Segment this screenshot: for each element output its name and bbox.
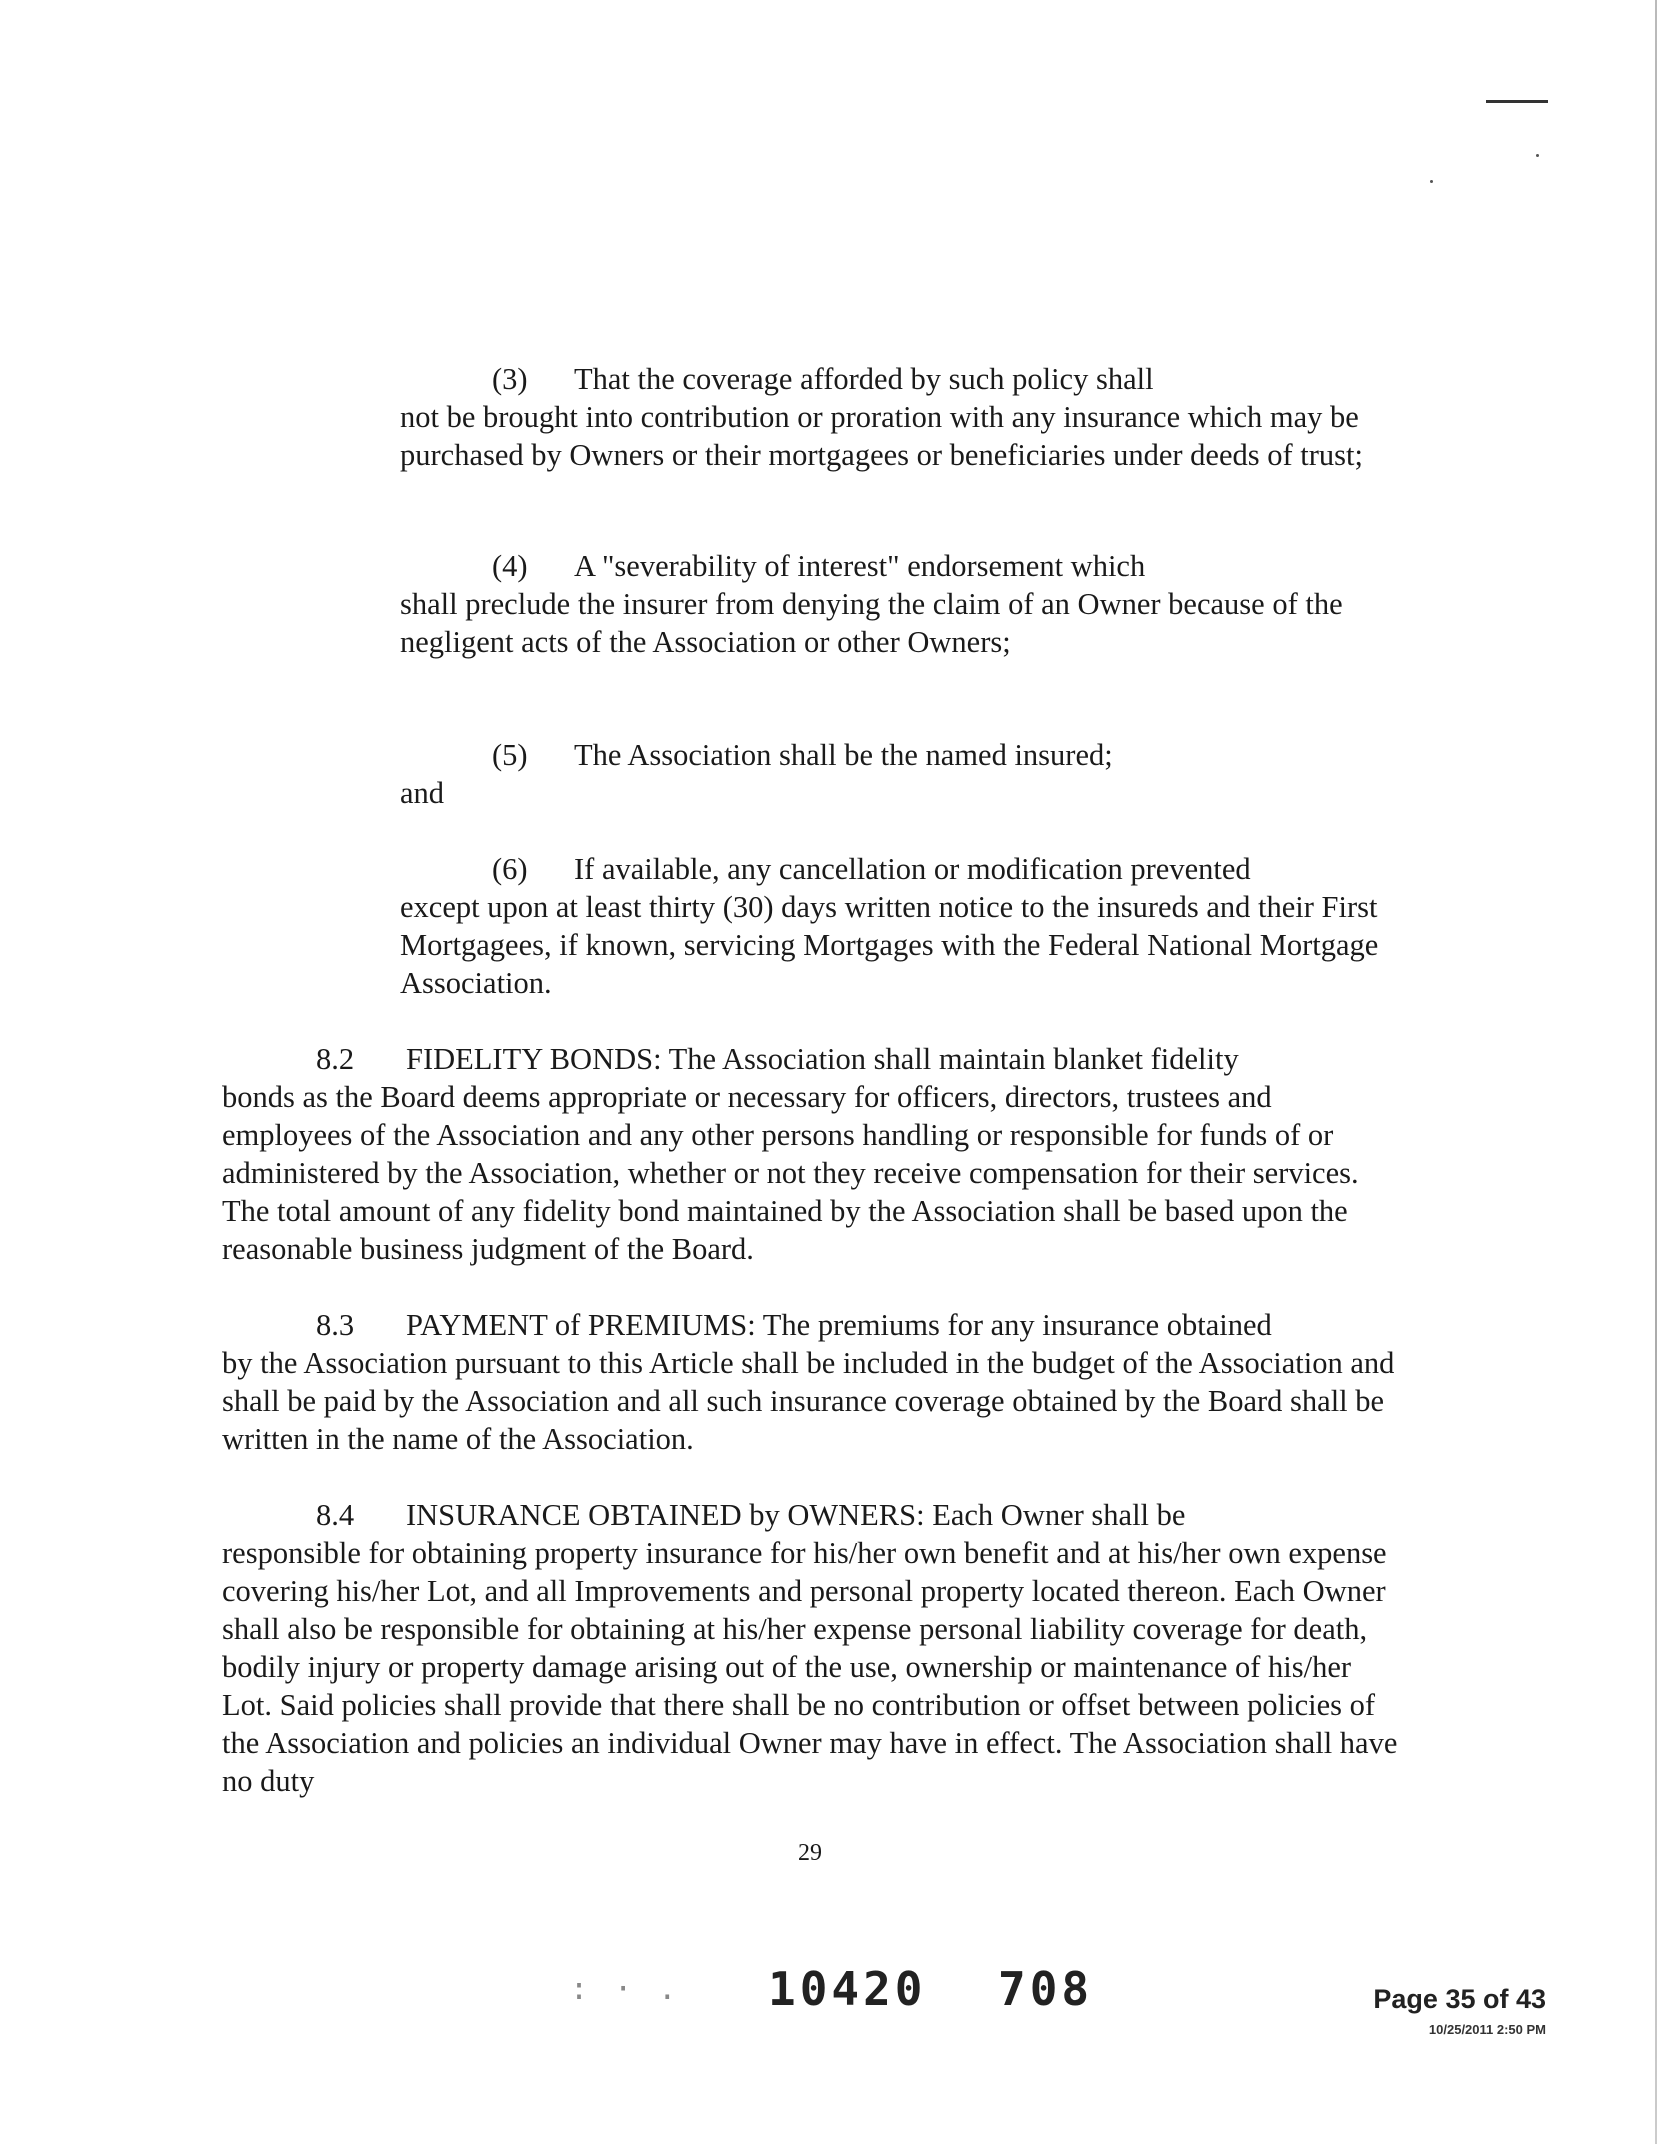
section-first-line: PAYMENT of PREMIUMS: The premiums for any insurance obtained xyxy=(406,1308,1272,1342)
section-8-2 xyxy=(222,1040,1402,1268)
subparagraph-3 xyxy=(400,360,1400,474)
scan-speck xyxy=(1536,154,1539,157)
subparagraph-text: not be brought into contribution or proration with any insurance which may be purchased by Owners or their mortgagees or beneficiaries under deeds of trust; xyxy=(400,400,1363,472)
subparagraph-first-line: A "severability of interest" endorsement which xyxy=(574,549,1146,583)
subparagraph-text: except upon at least thirty (30) days written notice to the insureds and their First Mortgagees, if known, servicing Mortgages with the Federal National Mortgage Association. xyxy=(400,890,1379,1000)
subparagraph-text: and xyxy=(400,776,445,810)
section-text: bonds as the Board deems appropriate or necessary for officers, directors, trustees and employees of the Association and any other persons handling or responsible for funds of or administered by the Association, whether or not they receive compensation for their services. The total amount of any fidelity bond maintained by the Association shall be based upon the reasonable business judgment of the Board. xyxy=(222,1080,1359,1266)
subparagraph-first-line: The Association shall be the named insured; xyxy=(574,738,1113,772)
scan-edge-line xyxy=(1655,0,1657,2144)
subparagraph-text: shall preclude the insurer from denying the claim of an Owner because of the negligent acts of the Association or other Owners; xyxy=(400,587,1343,659)
section-number: 8.3 xyxy=(316,1308,355,1342)
recording-stamp-faint: : · . xyxy=(570,1972,681,2007)
section-8-3 xyxy=(222,1306,1402,1458)
page-number: 29 xyxy=(798,1840,822,1866)
section-number: 8.4 xyxy=(316,1498,355,1532)
scan-mark-line xyxy=(1486,100,1548,103)
subparagraph-number: (3) xyxy=(492,362,528,396)
subparagraph-6 xyxy=(400,850,1400,1002)
recording-stamp-page: 708 xyxy=(998,1962,1094,2016)
scan-speck xyxy=(1430,180,1433,183)
section-8-4 xyxy=(222,1496,1402,1800)
page-of-total: Page 35 of 43 xyxy=(1373,1984,1546,2014)
section-first-line: INSURANCE OBTAINED by OWNERS: Each Owner shall be xyxy=(406,1498,1186,1532)
subparagraph-number: (4) xyxy=(492,549,528,583)
print-timestamp: 10/25/2011 2:50 PM xyxy=(1428,2022,1546,2037)
recording-stamp-book: 10420 xyxy=(768,1962,927,2016)
subparagraph-4 xyxy=(400,547,1400,661)
subparagraph-first-line: If available, any cancellation or modification prevented xyxy=(574,852,1251,886)
section-number: 8.2 xyxy=(316,1042,355,1076)
subparagraph-number: (6) xyxy=(492,852,528,886)
section-text: responsible for obtaining property insurance for his/her own benefit and at his/her own expense covering his/her Lot, and all Improvements and personal property located thereon. Each Owner shall also be responsible for obtaining at his/her expense personal liability coverage for death, bodily injury or property damage arising out of the use, ownership or maintenance of his/her Lot. Said policies shall provide that there shall be no contribution or offset between policies of the Association and policies an individual Owner may have in effect. The Association shall have no duty xyxy=(222,1536,1398,1798)
section-first-line: FIDELITY BONDS: The Association shall maintain blanket fidelity xyxy=(406,1042,1239,1076)
section-text: by the Association pursuant to this Article shall be included in the budget of the Association and shall be paid by the Association and all such insurance coverage obtained by the Board shall be written in the name of the Association. xyxy=(222,1346,1395,1456)
subparagraph-5 xyxy=(400,736,1400,812)
subparagraph-first-line: That the coverage afforded by such policy shall xyxy=(574,362,1154,396)
subparagraph-number: (5) xyxy=(492,738,528,772)
